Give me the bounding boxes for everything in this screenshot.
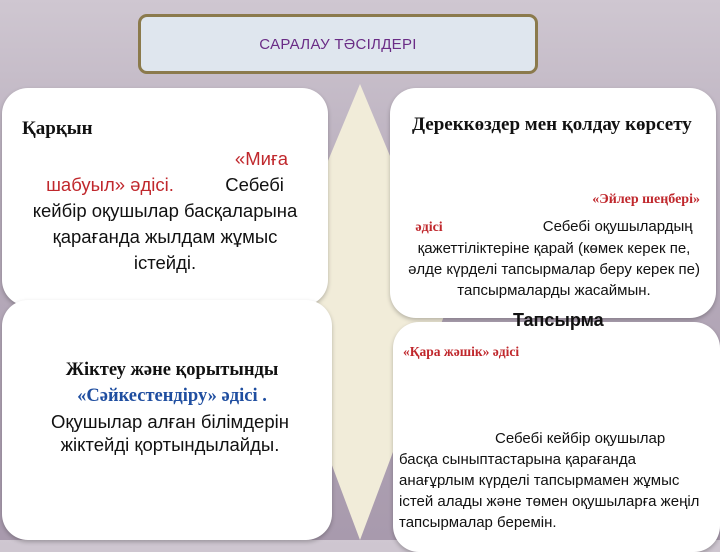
card-task-text-rest: басқа сыныптастарына қарағанда анағұрлым күрделі тапсырмамен жұмыс істей алады және төмен оқушыларға жеңіл тапсырмалар беремін. bbox=[399, 451, 700, 531]
card-task-text-first: Себебі кейбір оқушылар bbox=[495, 430, 666, 447]
card-resources-heading: Дереккөздер мен қолдау көрсету bbox=[412, 114, 692, 135]
card-resources-reason-word: Себебі bbox=[542, 218, 591, 235]
card-speed-text: кейбір оқушылар басқаларына қарағанда жылдам жұмыс істейді. bbox=[32, 200, 298, 273]
card-grouping-text: Оқушылар алған білімдерін жіктейді қортындылайды. bbox=[51, 411, 289, 455]
card-task-clip bbox=[393, 322, 720, 540]
card-speed bbox=[2, 88, 328, 306]
card-resources-method-part1: «Эйлер шеңбері» bbox=[592, 192, 700, 207]
card-resources-method bbox=[430, 192, 700, 208]
card-speed-body bbox=[20, 146, 310, 276]
card-resources-body bbox=[404, 216, 704, 301]
card-resources-method-part2: әдісі bbox=[415, 220, 443, 235]
card-grouping-method: «Сәйкестендіру» әдісі . bbox=[77, 386, 267, 406]
card-task bbox=[393, 310, 720, 552]
card-resources-text: оқушылардың қажеттіліктеріне қарай (көмек керек пе, әлде күрделі тапсырмалар беру керек пе) тапсырмаларды жасаймын. bbox=[408, 218, 700, 299]
card-grouping bbox=[2, 300, 332, 540]
card-task-heading: Тапсырма bbox=[513, 310, 604, 330]
card-grouping-heading: Жіктеу және қорытынды bbox=[65, 360, 279, 380]
card-task-body bbox=[399, 428, 709, 533]
page-title-text: САРАЛАУ ТӘСІЛДЕРІ bbox=[259, 35, 417, 53]
card-speed-reason-word: Себебі bbox=[225, 174, 284, 195]
card-task-method: «Қара жәшік» әдісі bbox=[403, 344, 520, 359]
page-title bbox=[138, 14, 538, 74]
card-speed-heading: Қарқын bbox=[22, 118, 93, 139]
card-speed-method-part2: шабуыл» әдісі. bbox=[46, 174, 174, 195]
card-resources bbox=[390, 88, 716, 318]
card-speed-method-part1: «Миға bbox=[234, 148, 288, 169]
